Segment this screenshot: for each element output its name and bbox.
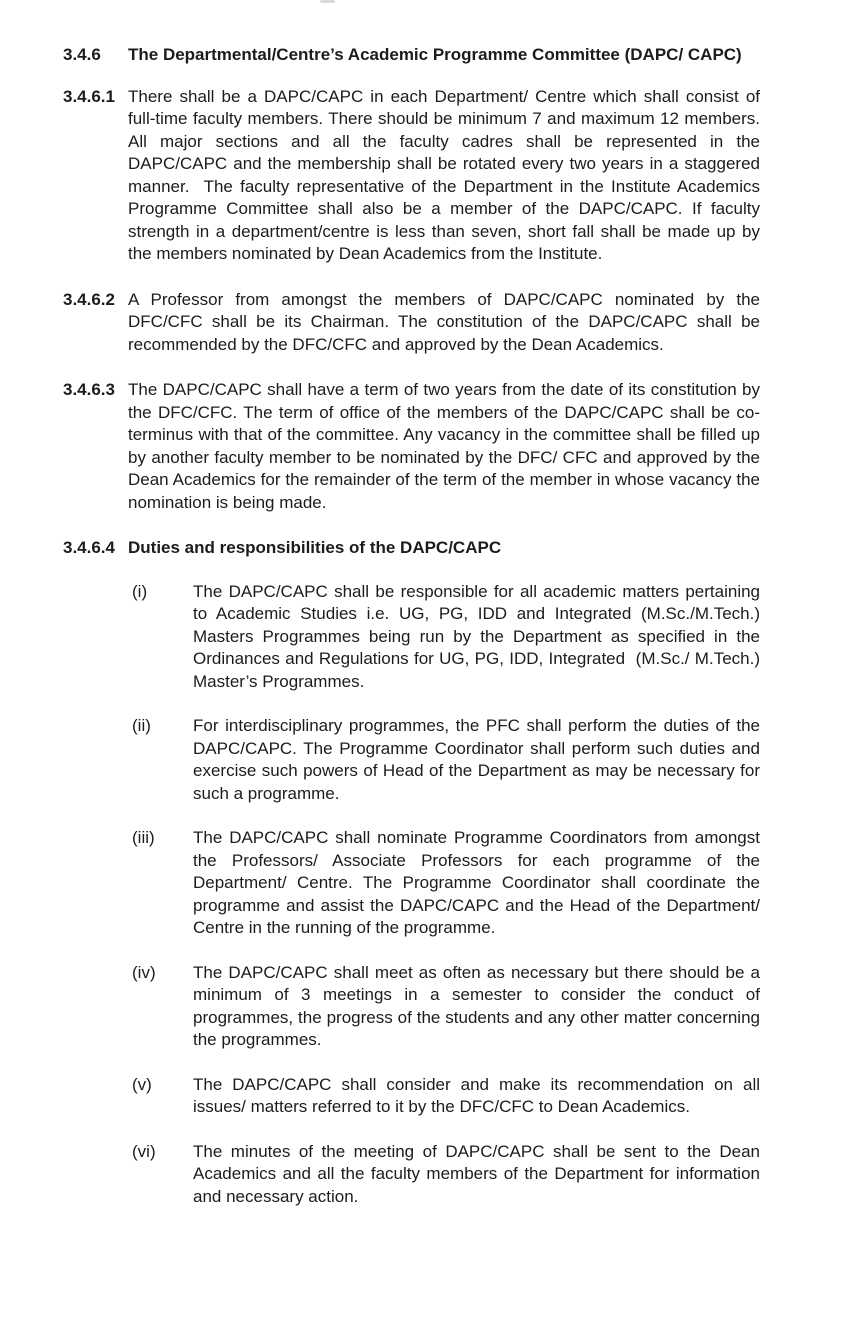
duty-item-label: (iii) [132,828,155,847]
section-title: The Departmental/Centre’s Academic Programme Committee (DAPC/ CAPC) [128,45,742,64]
duty-item-v [132,1074,760,1119]
paragraph-3-4-6-1 [63,86,760,266]
page-edge-artifact [320,0,335,3]
section-3-4-6-heading [63,44,760,67]
duty-item-label: (iv) [132,962,156,982]
section-title: Duties and responsibilities of the DAPC/CAPC [128,538,502,557]
duty-item-label: (ii) [132,716,151,735]
duty-item-label: (i) [132,581,148,601]
duty-item-label: (v) [132,1074,152,1094]
section-number: 3.4.6 [63,45,101,64]
paragraph-number: 3.4.6.1 [63,86,115,106]
duty-item-text: The DAPC/CAPC shall be responsible for all academic matters pertaining to Academic Studies i.e. UG, PG, IDD and Integrated (M.Sc./M.Tech.) Masters Programmes being run by the Department as specified in the Ordinances and Regulations for UG, PG, IDD, Integrated (M.Sc./ M.Tech.) Master’s Programmes. [193,581,760,691]
paragraph-text: A Professor from amongst the members of DAPC/CAPC nominated by the DFC/CFC shall be its Chairman. The constitution of the DAPC/CAPC shall be recommended by the DFC/CFC and approved by the Dean Academics. [128,289,760,354]
duty-item-text: The minutes of the meeting of DAPC/CAPC shall be sent to the Dean Academics and all the faculty members of the Department for information and necessary action. [193,1141,760,1206]
section-3-4-6-4-heading [63,537,760,560]
paragraph-number: 3.4.6.2 [63,289,115,309]
duty-item-text: The DAPC/CAPC shall meet as often as necessary but there should be a minimum of 3 meetings in a semester to consider the conduct of programmes, the progress of the students and any other matter concerning the programmes. [193,962,760,1049]
paragraph-number: 3.4.6.3 [63,380,115,399]
paragraph-text: There shall be a DAPC/CAPC in each Department/ Centre which shall consist of full-time faculty members. There should be minimum 7 and maximum 12 members. All major sections and all the faculty cadres shall be represented in the DAPC/CAPC and the membership shall be rotated every two years in a staggered manner. The faculty representative of the Department in the Institute Academics Programme Committee shall also be a member of the DAPC/CAPC. If faculty strength in a department/centre is less than seven, short fall shall be made up by the members nominated by Dean Academics from the Institute. [128,86,760,263]
duty-item-vi [132,1141,760,1209]
paragraph-3-4-6-3 [63,379,760,514]
duty-item-label: (vi) [132,1141,156,1161]
duty-item-text: The DAPC/CAPC shall nominate Programme Coordinators from amongst the Professors/ Associate Professors for each programme of the Department/ Centre. The Programme Coordinator shall coordinate the programme and assist the DAPC/CAPC and the Head of the Department/ Centre in the running of the programme. [193,828,760,937]
duty-item-iv [132,962,760,1052]
duty-item-text: The DAPC/CAPC shall consider and make its recommendation on all issues/ matters referred to it by the DFC/CFC to Dean Academics. [193,1074,760,1116]
paragraph-text: The DAPC/CAPC shall have a term of two years from the date of its constitution by the DFC/CFC. The term of office of the members of the DAPC/CAPC shall be co-terminus with that of the committee. Any vacancy in the committee shall be filled up by another faculty member to be nominated by the DFC/ CFC and approved by the Dean Academics for the remainder of the term of the member in whose vacancy the nomination is being made. [128,380,760,512]
paragraph-3-4-6-2 [63,289,760,357]
duty-item-i [132,581,760,694]
section-number: 3.4.6.4 [63,538,115,557]
duty-item-ii [132,715,760,805]
duty-item-text: For interdisciplinary programmes, the PFC shall perform the duties of the DAPC/CAPC. The Programme Coordinator shall perform such duties and exercise such powers of Head of the Department as may be necessary for such a programme. [193,716,760,803]
duty-item-iii [132,827,760,940]
